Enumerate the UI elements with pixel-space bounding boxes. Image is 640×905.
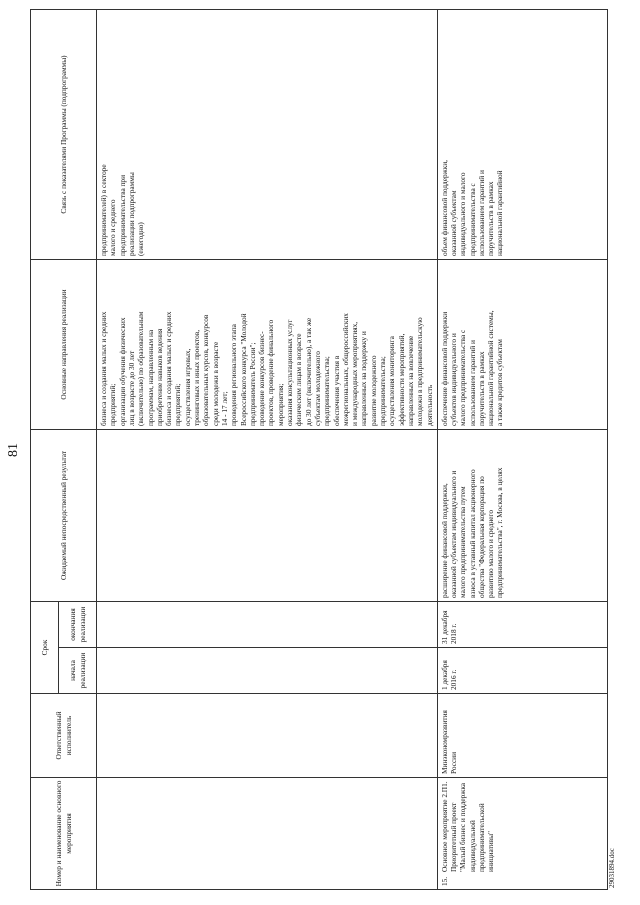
header-term-end: окончания реализации [59,602,97,648]
table-row-continuation [97,10,438,890]
cell-term-end: 31 декабря 2018 г. [437,602,607,648]
cell-program-link: объем финансовой поддержки, оказанной субъектам индивидуального и малого предпринимательства с использованием гарантий и поручительств в рамках национальной гарантийной [437,10,607,260]
cell-empty [97,430,438,602]
cell-measure-name: 15. Основное мероприятие 2.П1. Приоритетный проект "Малый бизнес и поддержка индивидуальной предпринимательской инициативы" [437,778,607,890]
cell-empty [97,778,438,890]
header-term-start: начала реализации [59,648,97,694]
row-number: 15. [439,876,449,886]
header-directions: Основные направления реализации [31,260,97,430]
header-name: Номер и наименование основного мероприятия [31,778,97,890]
header-link: Связь с показателями Программы (подпрограммы) [31,10,97,260]
header-result: Ожидаемый непосредственный результат [31,430,97,602]
rotated-page [6,10,624,890]
header-responsible: Ответственный исполнитель [31,694,97,778]
cell-empty [97,648,438,694]
cell-directions-continued: бизнеса и создания малых и средних предприятий; организации обучения физических лиц в возрасте до 30 лет (включительно) по образовательным программам, направленным на приобретение навыков ведения бизнеса и создания малых и средних предприятий; осуществления игровых, тренинговых и иных проектов, образовательных курсов, конкурсов среди молодежи в возрасте 14 - 17 лет; проведения регионального этапа Всероссийского конкурса "Молодой предприниматель России"; проведение конкурсов бизнес- проектов, проведение финального мероприятия; оказания консультационных услуг физическим лицам в возрасте до 30 лет (включительно), а так же субъектам молодежного предпринимательства; обеспечения участия в межрегиональных, общероссийских и международных мероприятиях, направленных на поддержку и развитие молодежного предпринимательства; осуществления мониторинга эффективности мероприятий, направленных на вовлечение молодежи в предпринимательскую деятельность [97,260,438,430]
cell-term-start: 1 декабря 2016 г. [437,648,607,694]
cell-directions: обеспечение финансовой поддержки субъектов индивидуального и малого предпринимательства с использованием гарантий и поручительств в рамках национальной гарантийной системы, а также кредитов субъектам [437,260,607,430]
header-term: Срок [31,602,59,694]
measures-table [30,9,608,890]
cell-expected-result: расширение финансовой поддержки, оказанной субъектам индивидуального и малого предпринимательства путем взноса в уставный капитал акционерного общества "Федеральная корпорация по развитию малого и среднего предпринимательства", г. Москва, в целях [437,430,607,602]
cell-empty [97,694,438,778]
table-row-15 [437,10,607,890]
page-number: 81 [6,443,21,457]
cell-link-continued: предпринимателей) в секторе малого и среднего предпринимательства при реализации подпрограммы (ежегодно) [97,10,438,260]
cell-responsible: Минэкономразвития России [437,694,607,778]
document-code: 29031894.doc [608,848,616,888]
cell-empty [97,602,438,648]
